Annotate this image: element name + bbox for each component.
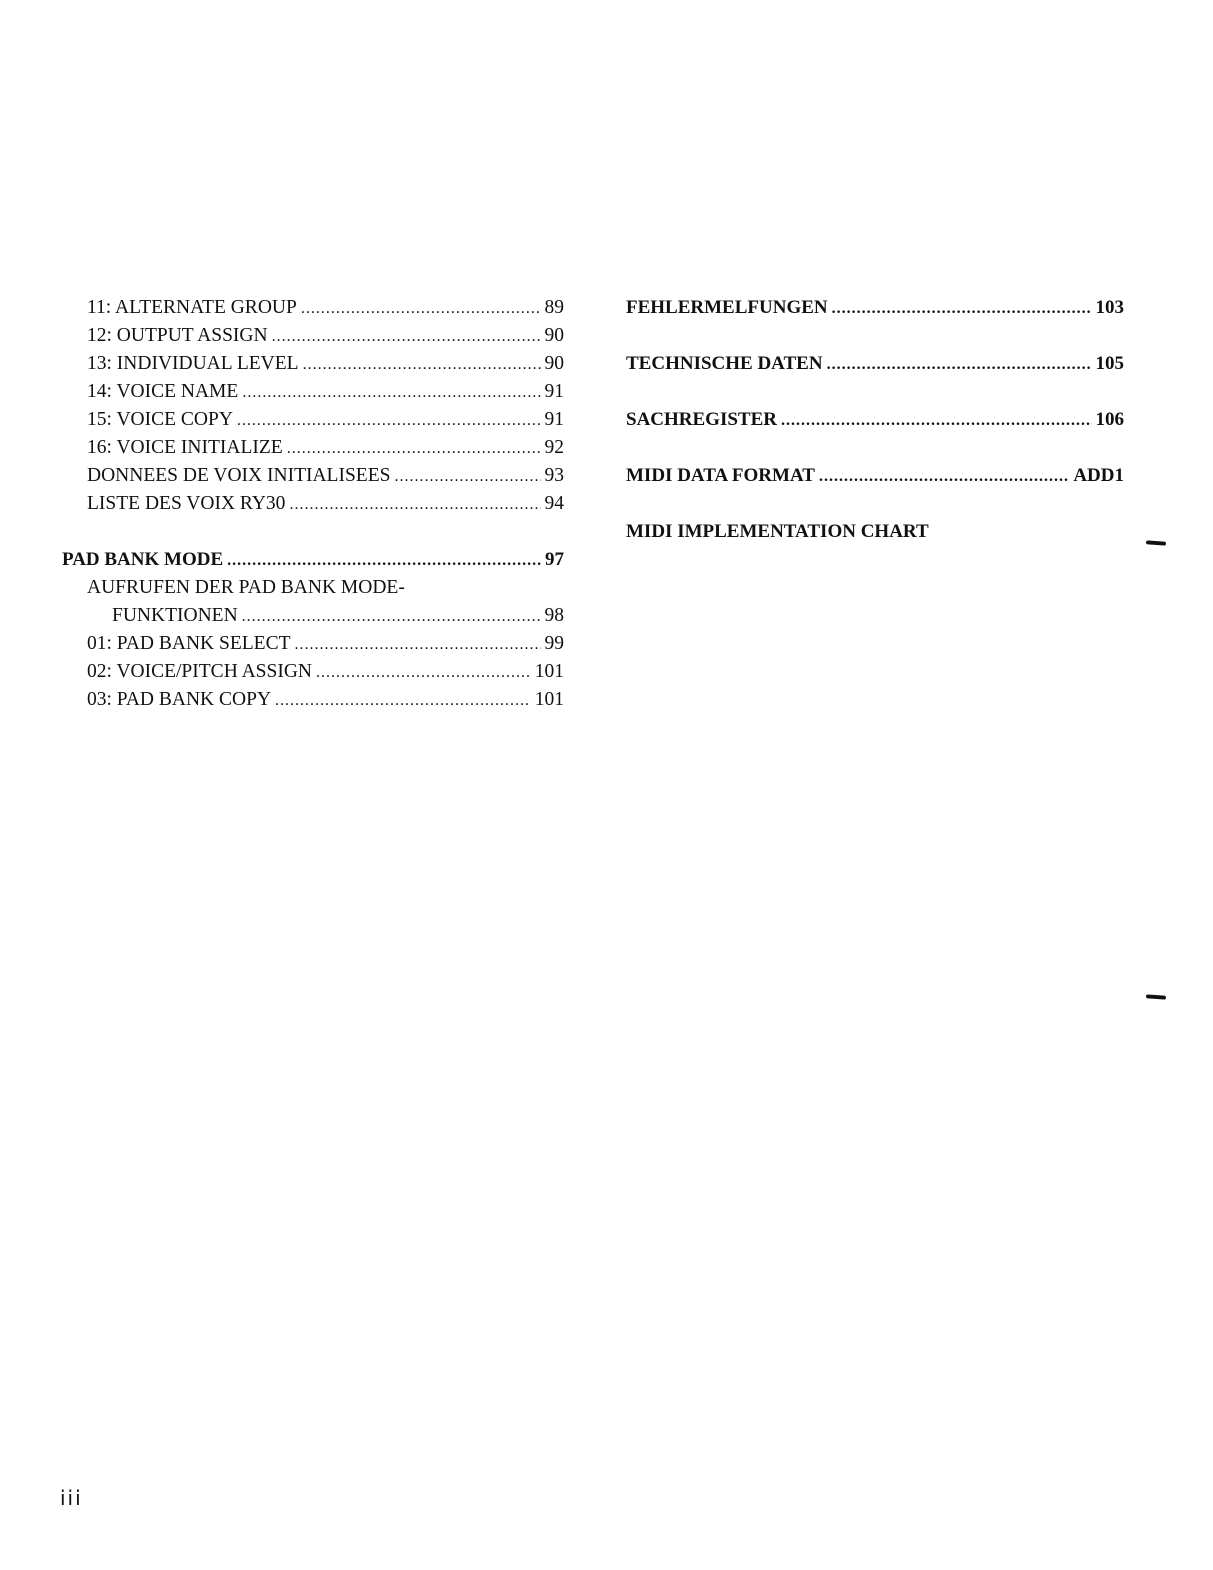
margin-mark [1146,994,1166,999]
toc-section-heading[interactable]: MIDI IMPLEMENTATION CHART [626,521,929,542]
toc-entry[interactable]: 12: OUTPUT ASSIGN ..... 90 [62,322,564,350]
toc-section-heading[interactable]: FEHLERMELFUNGEN ..... 103 [626,294,1124,322]
toc-section-heading[interactable]: SACHREGISTER ..... 106 [626,406,1124,434]
toc-section-heading[interactable]: PAD BANK MODE ..... 97 [62,546,564,574]
page-number: iii [60,1486,83,1510]
toc-entry[interactable]: 13: INDIVIDUAL LEVEL ..... 90 [62,350,564,378]
toc-entry[interactable]: 02: VOICE/PITCH ASSIGN ..... 101 [62,658,564,686]
toc-entry[interactable]: 16: VOICE INITIALIZE ..... 92 [62,434,564,462]
margin-mark [1146,540,1166,545]
toc-entry[interactable]: 14: VOICE NAME ..... 91 [62,378,564,406]
toc-entry[interactable]: 11: ALTERNATE GROUP ..... 89 [62,294,564,322]
toc-entry[interactable]: DONNEES DE VOIX INITIALISEES ..... 93 [62,462,564,490]
toc-entry[interactable]: LISTE DES VOIX RY30 ..... 94 [62,490,564,518]
toc-left-column [62,294,564,714]
toc-entry[interactable]: FUNKTIONEN ..... 98 [62,602,564,630]
toc-entry[interactable]: 15: VOICE COPY ..... 91 [62,406,564,434]
toc-entry[interactable]: 03: PAD BANK COPY ..... 101 [62,686,564,714]
toc-right-column [626,294,1124,546]
toc-section-heading[interactable]: TECHNISCHE DATEN ..... 105 [626,350,1124,378]
toc-entry[interactable]: AUFRUFEN DER PAD BANK MODE- [87,577,405,598]
toc-section-heading[interactable]: MIDI DATA FORMAT ..... ADD1 [626,462,1124,490]
toc-entry[interactable]: 01: PAD BANK SELECT ..... 99 [62,630,564,658]
